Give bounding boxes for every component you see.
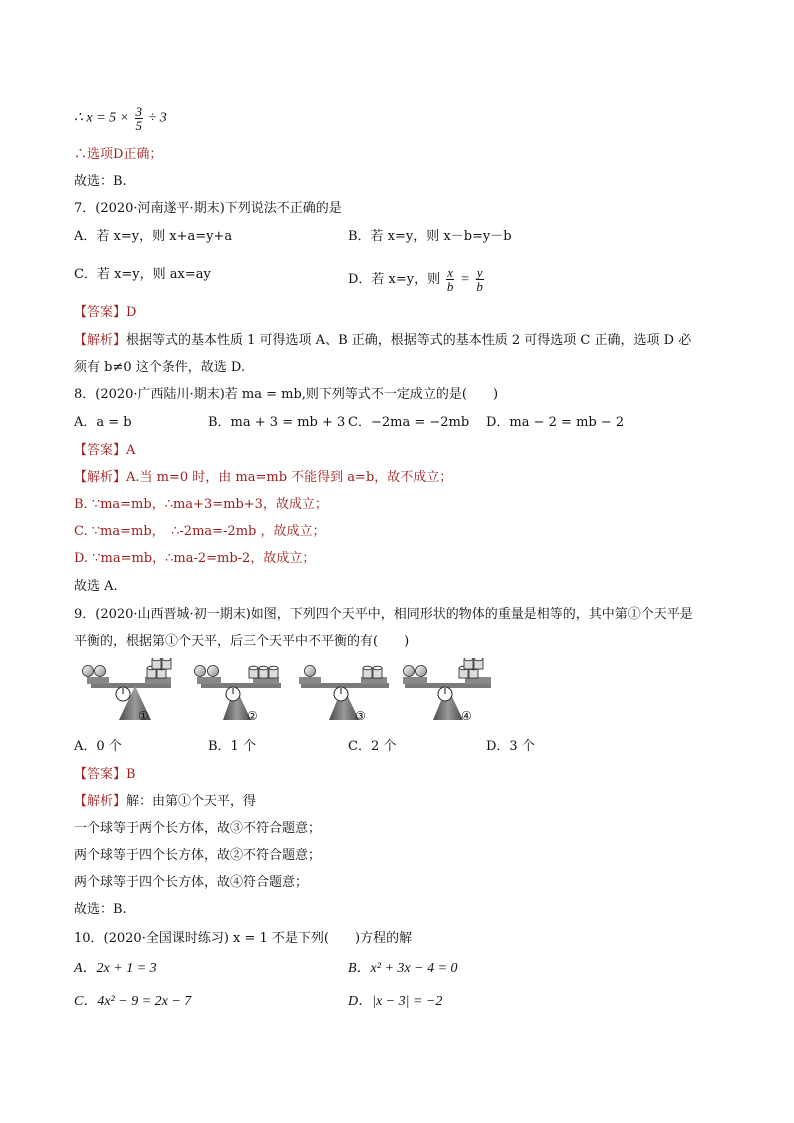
- q9-option-c: C．2 个: [348, 739, 397, 754]
- q8-analysis-tag: 【解析】: [74, 470, 127, 485]
- equation-lead: ∴ x = 5 ×: [74, 110, 130, 126]
- q9-analysis-line3: 两个球等于四个长方体，故②不符合题意；: [74, 848, 322, 863]
- q10-option-c: C．4x² − 9 = 2x − 7: [74, 994, 192, 1009]
- q7-analysis-line1: [74, 332, 691, 350]
- q8-analysis-line1: [74, 469, 452, 487]
- q7-option-a: A．若 x=y，则 x+a=y+a: [74, 229, 233, 244]
- q7-option-d: [348, 266, 486, 293]
- scale-4: [403, 658, 491, 723]
- scale-1: [83, 658, 172, 723]
- q8-analysis-line2: B. ∵ma=mb，∴ma+3=mb+3，故成立；: [74, 497, 328, 512]
- q7-d-right-den: b: [476, 279, 483, 294]
- q7-d-right-fraction: [476, 266, 484, 293]
- q9-analysis-tag: 【解析】: [74, 794, 127, 809]
- q9-stem-line2: 平衡的，根据第①个天平，后三个天平中不平衡的有( ): [74, 634, 410, 649]
- q9-answer: [74, 766, 136, 784]
- q9-analysis-line4: 两个球等于四个长方体，故④符合题意；: [74, 875, 309, 890]
- q7-answer-tag: 【答案】: [74, 305, 127, 320]
- q10-stem: 10．(2020·全国课时练习) x = 1 不是下列( )方程的解: [74, 931, 413, 946]
- q8-option-c: C．−2ma = −2mb: [348, 415, 470, 430]
- q8-answer-tag: 【答案】: [74, 443, 127, 458]
- q10-option-d: D．|x − 3| = −2: [348, 994, 443, 1009]
- q8-answer: [74, 442, 135, 460]
- q7-d-right-num: y: [476, 265, 483, 280]
- q9-analysis-text1: 解：由第①个天平，得: [126, 794, 257, 809]
- q7-analysis-line2: 须有 b≠0 这个条件，故选 D.: [74, 360, 245, 375]
- scale-3: [299, 666, 389, 724]
- q9-option-a: A．0 个: [74, 739, 122, 754]
- scale-2-label: ②: [247, 709, 258, 723]
- equation-fraction: [135, 105, 144, 132]
- q9-option-b: B．1 个: [208, 739, 256, 754]
- q9-analysis-line1: [74, 793, 256, 811]
- scale-4-label: ④: [461, 709, 472, 723]
- d-correct-line: ∴选项D正确；: [74, 147, 163, 162]
- q9-stem-line1: 9．(2020·山西晋城·初一期末)如图，下列四个天平中，相同形状的物体的重量是相等的，其中第①个天平是: [74, 607, 693, 622]
- scale-1-label: ①: [138, 709, 149, 723]
- q8-option-a: A．a = b: [74, 415, 132, 430]
- q9-conclusion: 故选：B.: [74, 902, 127, 917]
- choose-b-line: 故选：B.: [74, 174, 127, 189]
- q7-analysis-tag: 【解析】: [74, 333, 127, 348]
- q10-option-b: B．x² + 3x − 4 = 0: [348, 961, 458, 976]
- q8-analysis-line3: C. ∵ma=mb， ∴-2ma=-2mb ，故成立；: [74, 524, 326, 539]
- q7-d-left-fraction: [446, 266, 454, 293]
- q8-conclusion: 故选 A.: [74, 579, 118, 594]
- q9-analysis-line2: 一个球等于两个长方体，故③不符合题意；: [74, 821, 322, 836]
- q7-d-left-den: b: [446, 279, 454, 294]
- q8-answer-value: A: [126, 443, 136, 458]
- q8-option-d: D．ma − 2 = mb − 2: [486, 415, 625, 430]
- q7-analysis-text1: 根据等式的基本性质 1 可得选项 A、B 正确，根据等式的基本性质 2 可得选项 C 正确，选项 D 必: [126, 333, 692, 348]
- q7-option-b: B．若 x=y，则 x－b=y－b: [348, 229, 512, 244]
- q8-stem: 8．(2020·广西陆川·期末)若 ma = mb,则下列等式不一定成立的是( ): [74, 387, 499, 402]
- q8-analysis-text1: A.当 m=0 时，由 ma=mb 不能得到 a=b，故不成立；: [126, 470, 453, 485]
- q7-stem: 7．(2020·河南遂平·期末)下列说法不正确的是: [74, 201, 342, 216]
- scale-3-label: ③: [355, 709, 366, 723]
- q7-d-left-num: x: [447, 265, 454, 280]
- top-equation: [74, 105, 167, 132]
- q8-option-b: B．ma + 3 = mb + 3: [208, 415, 346, 430]
- q7-answer-value: D: [126, 305, 137, 320]
- equation-tail: ÷ 3: [148, 110, 167, 126]
- fraction-denominator: 5: [135, 118, 143, 133]
- q8-analysis-line4: D. ∵ma=mb，∴ma-2=mb-2，故成立；: [74, 551, 316, 566]
- fraction-numerator: 3: [135, 104, 143, 119]
- q9-answer-tag: 【答案】: [74, 767, 127, 782]
- balance-scales-figure: [73, 658, 498, 730]
- scale-2: [195, 666, 282, 724]
- q9-answer-value: B: [126, 767, 136, 782]
- q7-d-equals: =: [460, 272, 470, 287]
- q9-option-d: D．3 个: [486, 739, 535, 754]
- q7-option-c: C．若 x=y，则 ax=ay: [74, 267, 211, 282]
- q7-d-prefix: D．若 x=y，则: [348, 272, 441, 287]
- q7-answer: [74, 304, 136, 322]
- q10-option-a: A．2x + 1 = 3: [74, 961, 157, 976]
